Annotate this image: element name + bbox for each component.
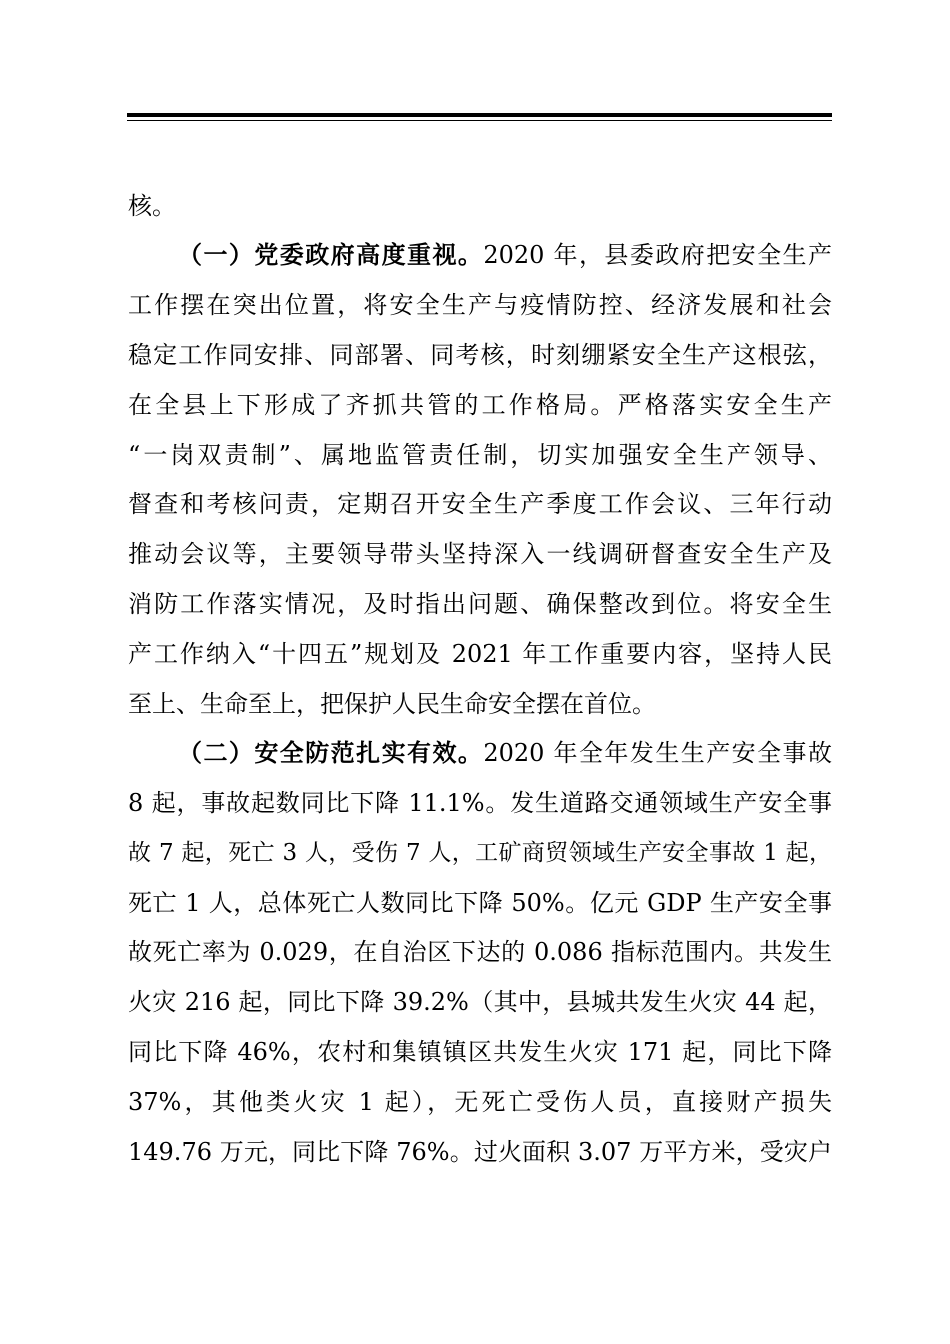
text-line: 死亡 1 人，总体死亡人数同比下降 50%。亿元 GDP 生产安全事 bbox=[128, 889, 832, 917]
text-line: 8 起，事故起数同比下降 11.1%。发生道路交通领域生产安全事 bbox=[128, 789, 832, 817]
text-line: 同比下降 46%，农村和集镇镇区共发生火灾 171 起，同比下降 bbox=[128, 1038, 832, 1066]
text-line: “一岗双责制”、属地监管责任制，切实加强安全生产领导、 bbox=[128, 441, 832, 469]
header-rule-thick bbox=[127, 113, 832, 117]
paragraph-first-line bbox=[128, 238, 832, 272]
text-line: 故 7 起，死亡 3 人，受伤 7 人，工矿商贸领域生产安全事故 1 起， bbox=[128, 840, 832, 866]
text-line: 149.76 万元，同比下降 76%。过火面积 3.07 万平方米，受灾户 bbox=[128, 1138, 832, 1166]
text-line: 故死亡率为 0.029，在自治区下达的 0.086 指标范围内。共发生 bbox=[128, 938, 832, 966]
text-line: 稳定工作同安排、同部署、同考核，时刻绷紧安全生产这根弦， bbox=[128, 341, 832, 369]
text-line: 产工作纳入“十四五”规划及 2021 年工作重要内容，坚持人民 bbox=[128, 640, 832, 668]
text-line: 火灾 216 起，同比下降 39.2%（其中，县城共发生火灾 44 起， bbox=[128, 988, 832, 1016]
text-span: 2020 年，县委政府把安全生产 bbox=[483, 241, 832, 269]
text-line: 在全县上下形成了齐抓共管的工作格局。严格落实安全生产 bbox=[128, 391, 832, 419]
text-line: 推动会议等，主要领导带头坚持深入一线调研督查安全生产及 bbox=[128, 540, 832, 568]
paragraph-first-line bbox=[128, 736, 832, 770]
text-line: 至上、生命至上，把保护人民生命安全摆在首位。 bbox=[128, 690, 656, 718]
text-span: 2020 年全年发生生产安全事故 bbox=[483, 739, 832, 767]
text-line: 37%，其他类火灾 1 起），无死亡受伤人员，直接财产损失 bbox=[128, 1088, 832, 1116]
text-line: 消防工作落实情况，及时指出问题、确保整改到位。将安全生 bbox=[128, 590, 832, 618]
section-heading-2: （二）安全防范扎实有效。 bbox=[178, 738, 484, 767]
text-line: 核。 bbox=[128, 192, 176, 220]
text-line: 督查和考核问责，定期召开安全生产季度工作会议、三年行动 bbox=[128, 490, 832, 518]
header-rule-thin bbox=[127, 120, 832, 121]
text-line: 工作摆在突出位置，将安全生产与疫情防控、经济发展和社会 bbox=[128, 291, 832, 319]
section-heading-1: （一）党委政府高度重视。 bbox=[178, 240, 484, 269]
